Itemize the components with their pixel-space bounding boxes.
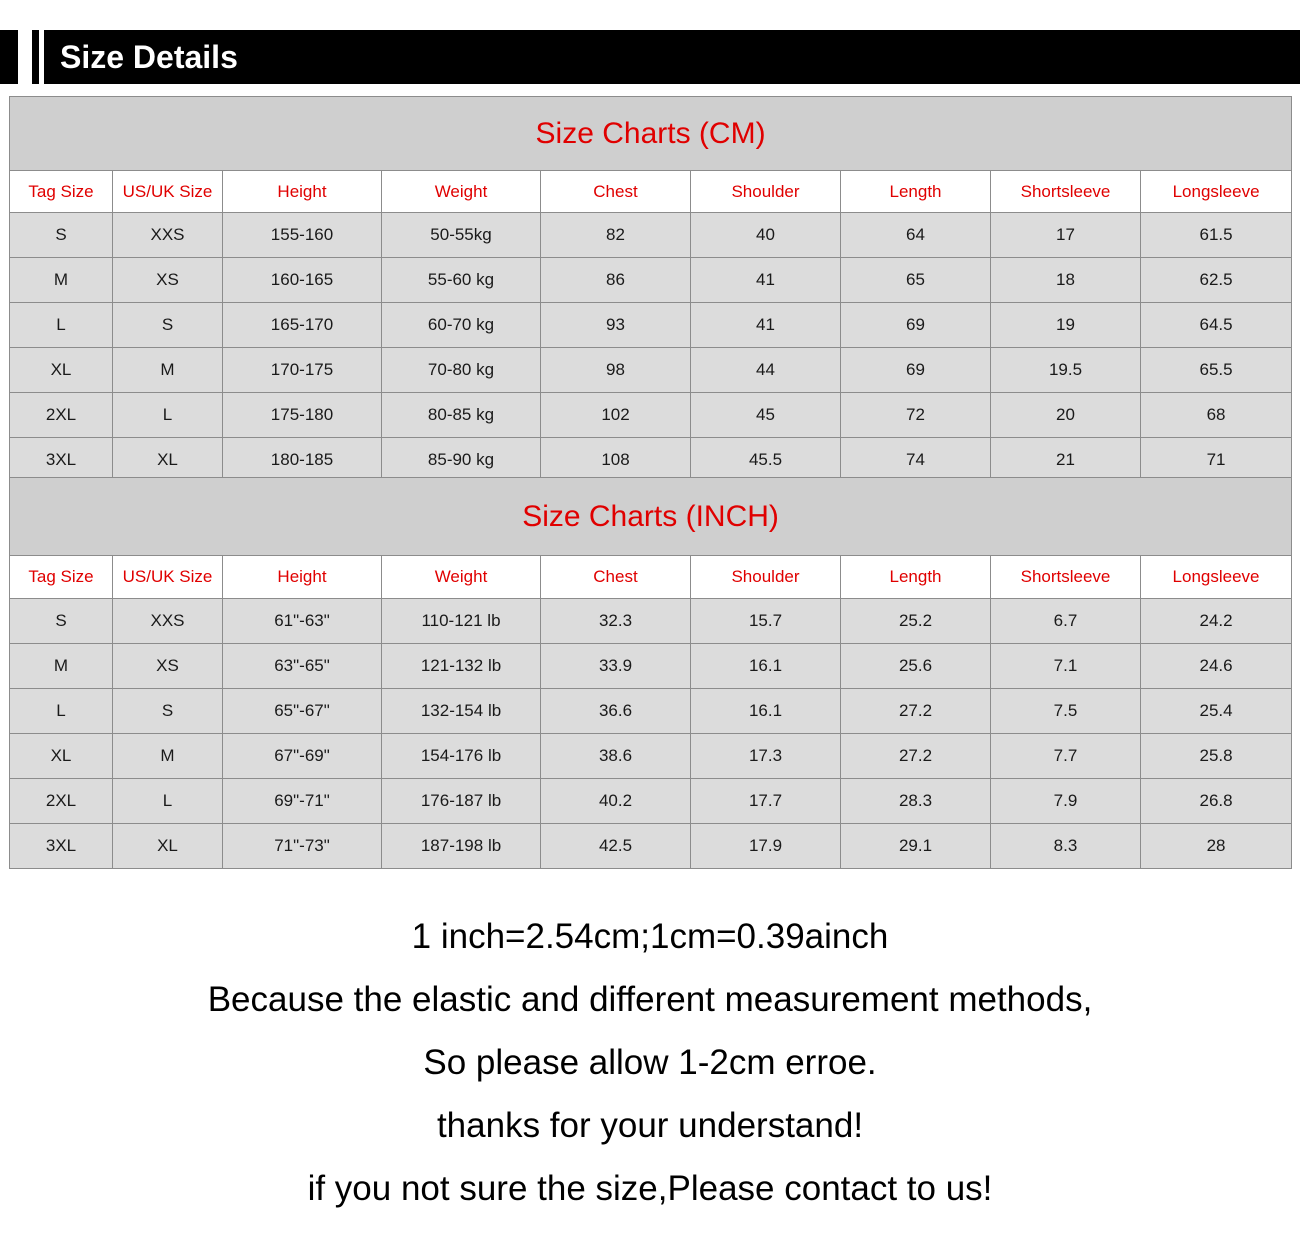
table-cell: 180-185 (223, 438, 382, 483)
column-header: Tag Size (10, 556, 113, 599)
table-cell: 19 (991, 303, 1141, 348)
table-cell: 17.3 (691, 734, 841, 779)
table-cell: 71 (1141, 438, 1292, 483)
table-cell: 62.5 (1141, 258, 1292, 303)
table-cell: 24.6 (1141, 644, 1292, 689)
table-cell: 38.6 (541, 734, 691, 779)
table-cell: 16.1 (691, 644, 841, 689)
table-cell: 40 (691, 213, 841, 258)
table-cell: 60-70 kg (382, 303, 541, 348)
table-row (10, 348, 1292, 393)
table-cell: XS (113, 258, 223, 303)
table-cell: 26.8 (1141, 779, 1292, 824)
table-cell: L (113, 393, 223, 438)
table-cell: M (10, 644, 113, 689)
table-cell: S (113, 303, 223, 348)
table-cell: 33.9 (541, 644, 691, 689)
table-row (10, 689, 1292, 734)
table-cell: L (10, 303, 113, 348)
table-cell: 93 (541, 303, 691, 348)
table-cell: S (10, 213, 113, 258)
table-cell: XXS (113, 599, 223, 644)
table-cell: M (10, 258, 113, 303)
size-notes (0, 908, 1300, 1223)
column-header: Length (841, 556, 991, 599)
header-accent-bar (0, 30, 18, 84)
table-cell: 2XL (10, 779, 113, 824)
table-cell: 16.1 (691, 689, 841, 734)
column-header: Length (841, 171, 991, 213)
table-cell: 65 (841, 258, 991, 303)
table-cell: 160-165 (223, 258, 382, 303)
column-header: Tag Size (10, 171, 113, 213)
table-cell: 71"-73" (223, 824, 382, 869)
table-cell: 18 (991, 258, 1141, 303)
table-cell: S (10, 599, 113, 644)
table-row (10, 824, 1292, 869)
table-cell: 25.2 (841, 599, 991, 644)
table-cell: M (113, 734, 223, 779)
table-cell: 27.2 (841, 734, 991, 779)
table-cell: 45.5 (691, 438, 841, 483)
table-cell: 72 (841, 393, 991, 438)
table-cell: XS (113, 644, 223, 689)
table-cell: 61.5 (1141, 213, 1292, 258)
table-cell: XL (10, 734, 113, 779)
section-title: Size Details (60, 39, 238, 75)
table-row (10, 393, 1292, 438)
header-accent-bar (32, 30, 39, 84)
table-cell: 19.5 (991, 348, 1141, 393)
table-cell: 6.7 (991, 599, 1141, 644)
table-cell: 80-85 kg (382, 393, 541, 438)
table-cell: 69"-71" (223, 779, 382, 824)
table-cell: 45 (691, 393, 841, 438)
column-header: Shortsleeve (991, 171, 1141, 213)
table-cell: 175-180 (223, 393, 382, 438)
table-row (10, 599, 1292, 644)
table-cell: 7.9 (991, 779, 1141, 824)
column-header: US/UK Size (113, 556, 223, 599)
table-cell: 85-90 kg (382, 438, 541, 483)
table-row (10, 258, 1292, 303)
table-cell: 82 (541, 213, 691, 258)
section-header (0, 30, 1300, 84)
table-cell: 17 (991, 213, 1141, 258)
table-row (10, 303, 1292, 348)
table-cell: 7.7 (991, 734, 1141, 779)
table-cell: 154-176 lb (382, 734, 541, 779)
column-header: Longsleeve (1141, 171, 1292, 213)
table-cell: 69 (841, 303, 991, 348)
table-cell: 50-55kg (382, 213, 541, 258)
table-cell: 170-175 (223, 348, 382, 393)
table-row (10, 213, 1292, 258)
table-cell: 63"-65" (223, 644, 382, 689)
note-line: So please allow 1-2cm erroe. (423, 1043, 877, 1082)
table-cell: 65"-67" (223, 689, 382, 734)
note-line: thanks for your understand! (436, 1106, 864, 1145)
table-cell: 121-132 lb (382, 644, 541, 689)
table-row (10, 779, 1292, 824)
table-cell: 86 (541, 258, 691, 303)
table-cell: 7.1 (991, 644, 1141, 689)
header-row (10, 556, 1292, 599)
column-header: Longsleeve (1141, 556, 1292, 599)
note-line: Because the elastic and different measurement methods, (207, 980, 1093, 1019)
table-cell: 102 (541, 393, 691, 438)
table-cell: 61"-63" (223, 599, 382, 644)
table-cell: 28 (1141, 824, 1292, 869)
table-row (10, 644, 1292, 689)
table-cell: 28.3 (841, 779, 991, 824)
column-header: Weight (382, 171, 541, 213)
column-header: Height (223, 556, 382, 599)
table-cell: 65.5 (1141, 348, 1292, 393)
table-cell: XL (113, 438, 223, 483)
column-header: Shortsleeve (991, 556, 1141, 599)
column-header: Shoulder (691, 171, 841, 213)
table-cell: XL (113, 824, 223, 869)
table-cell: 67"-69" (223, 734, 382, 779)
table-cell: XXS (113, 213, 223, 258)
table-cell: L (113, 779, 223, 824)
table-cell: 69 (841, 348, 991, 393)
table-cell: XL (10, 348, 113, 393)
column-header: Chest (541, 556, 691, 599)
table-cell: 25.4 (1141, 689, 1292, 734)
table-cell: 176-187 lb (382, 779, 541, 824)
chart-title: Size Charts (CM) (10, 97, 1292, 171)
column-header: Weight (382, 556, 541, 599)
table-cell: 68 (1141, 393, 1292, 438)
table-cell: 2XL (10, 393, 113, 438)
table-cell: 41 (691, 303, 841, 348)
table-cell: 24.2 (1141, 599, 1292, 644)
table-cell: 27.2 (841, 689, 991, 734)
table-cell: 36.6 (541, 689, 691, 734)
table-cell: 41 (691, 258, 841, 303)
table-cell: M (113, 348, 223, 393)
table-cell: 20 (991, 393, 1141, 438)
size-chart-cm (9, 96, 1292, 483)
column-header: Height (223, 171, 382, 213)
table-cell: 165-170 (223, 303, 382, 348)
table-cell: 108 (541, 438, 691, 483)
size-chart-inch (9, 477, 1292, 869)
table-cell: 3XL (10, 438, 113, 483)
column-header: Chest (541, 171, 691, 213)
table-cell: 15.7 (691, 599, 841, 644)
chart-title: Size Charts (INCH) (10, 478, 1292, 556)
table-cell: 25.6 (841, 644, 991, 689)
table-cell: 7.5 (991, 689, 1141, 734)
table-cell: 21 (991, 438, 1141, 483)
table-cell: 187-198 lb (382, 824, 541, 869)
table-cell: 17.7 (691, 779, 841, 824)
table-cell: 132-154 lb (382, 689, 541, 734)
table-cell: 70-80 kg (382, 348, 541, 393)
table-cell: 8.3 (991, 824, 1141, 869)
table-row (10, 734, 1292, 779)
table-cell: S (113, 689, 223, 734)
column-header: Shoulder (691, 556, 841, 599)
table-cell: 155-160 (223, 213, 382, 258)
header-row (10, 171, 1292, 213)
table-cell: 29.1 (841, 824, 991, 869)
table-cell: 40.2 (541, 779, 691, 824)
table-cell: 55-60 kg (382, 258, 541, 303)
table-cell: 3XL (10, 824, 113, 869)
column-header: US/UK Size (113, 171, 223, 213)
table-cell: L (10, 689, 113, 734)
table-row (10, 438, 1292, 483)
table-cell: 32.3 (541, 599, 691, 644)
table-cell: 98 (541, 348, 691, 393)
table-cell: 42.5 (541, 824, 691, 869)
table-cell: 74 (841, 438, 991, 483)
table-cell: 25.8 (1141, 734, 1292, 779)
table-cell: 44 (691, 348, 841, 393)
note-line: if you not sure the size,Please contact to us! (307, 1169, 993, 1208)
table-cell: 64 (841, 213, 991, 258)
table-cell: 110-121 lb (382, 599, 541, 644)
table-cell: 17.9 (691, 824, 841, 869)
table-cell: 64.5 (1141, 303, 1292, 348)
note-line: 1 inch=2.54cm;1cm=0.39ainch (411, 917, 889, 956)
